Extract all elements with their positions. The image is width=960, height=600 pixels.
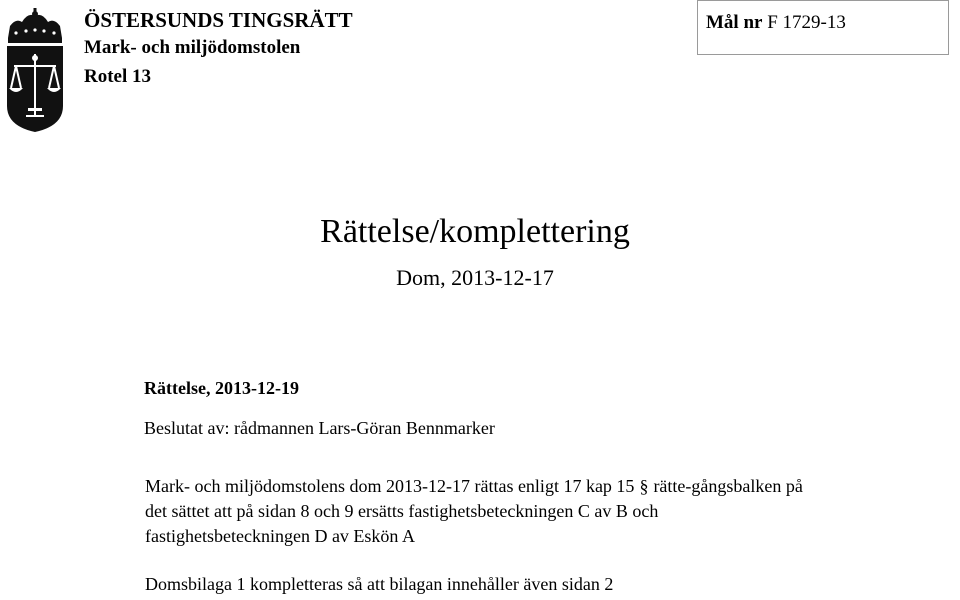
court-header bbox=[84, 8, 353, 91]
document-title: Rättelse/komplettering bbox=[320, 213, 630, 250]
section-sign: § bbox=[639, 476, 649, 496]
court-name: ÖSTERSUNDS TINGSRÄTT bbox=[84, 8, 353, 32]
rotel-number: Rotel 13 bbox=[84, 66, 152, 87]
document-subtitle: Dom, 2013-12-17 bbox=[396, 265, 554, 290]
annex-note: Domsbilaga 1 kompletteras så att bilagan innehåller även sidan 2 bbox=[145, 574, 614, 594]
case-number-box bbox=[697, 0, 949, 55]
correction-heading: Rättelse, 2013-12-19 bbox=[144, 378, 299, 398]
correction-body bbox=[145, 474, 960, 549]
body-line: Mark- och miljödomstolens dom 2013-12-17 rättas enligt 17 kap 15 § rätte-gångsbalken på bbox=[145, 474, 960, 499]
body-line: det sättet att på sidan 8 och 9 ersätts fastighetsbeteckningen C av B och bbox=[145, 501, 659, 521]
body-line: fastighetsbeteckningen D av Eskön A bbox=[145, 526, 415, 546]
case-number-value: F 1729-13 bbox=[767, 12, 846, 33]
decided-by: Beslutat av: rådmannen Lars-Göran Bennmarker bbox=[144, 418, 495, 438]
court-emblem-icon bbox=[2, 8, 68, 134]
case-number-label: Mål nr bbox=[706, 12, 763, 33]
court-division: Mark- och miljödomstolen bbox=[84, 37, 301, 58]
